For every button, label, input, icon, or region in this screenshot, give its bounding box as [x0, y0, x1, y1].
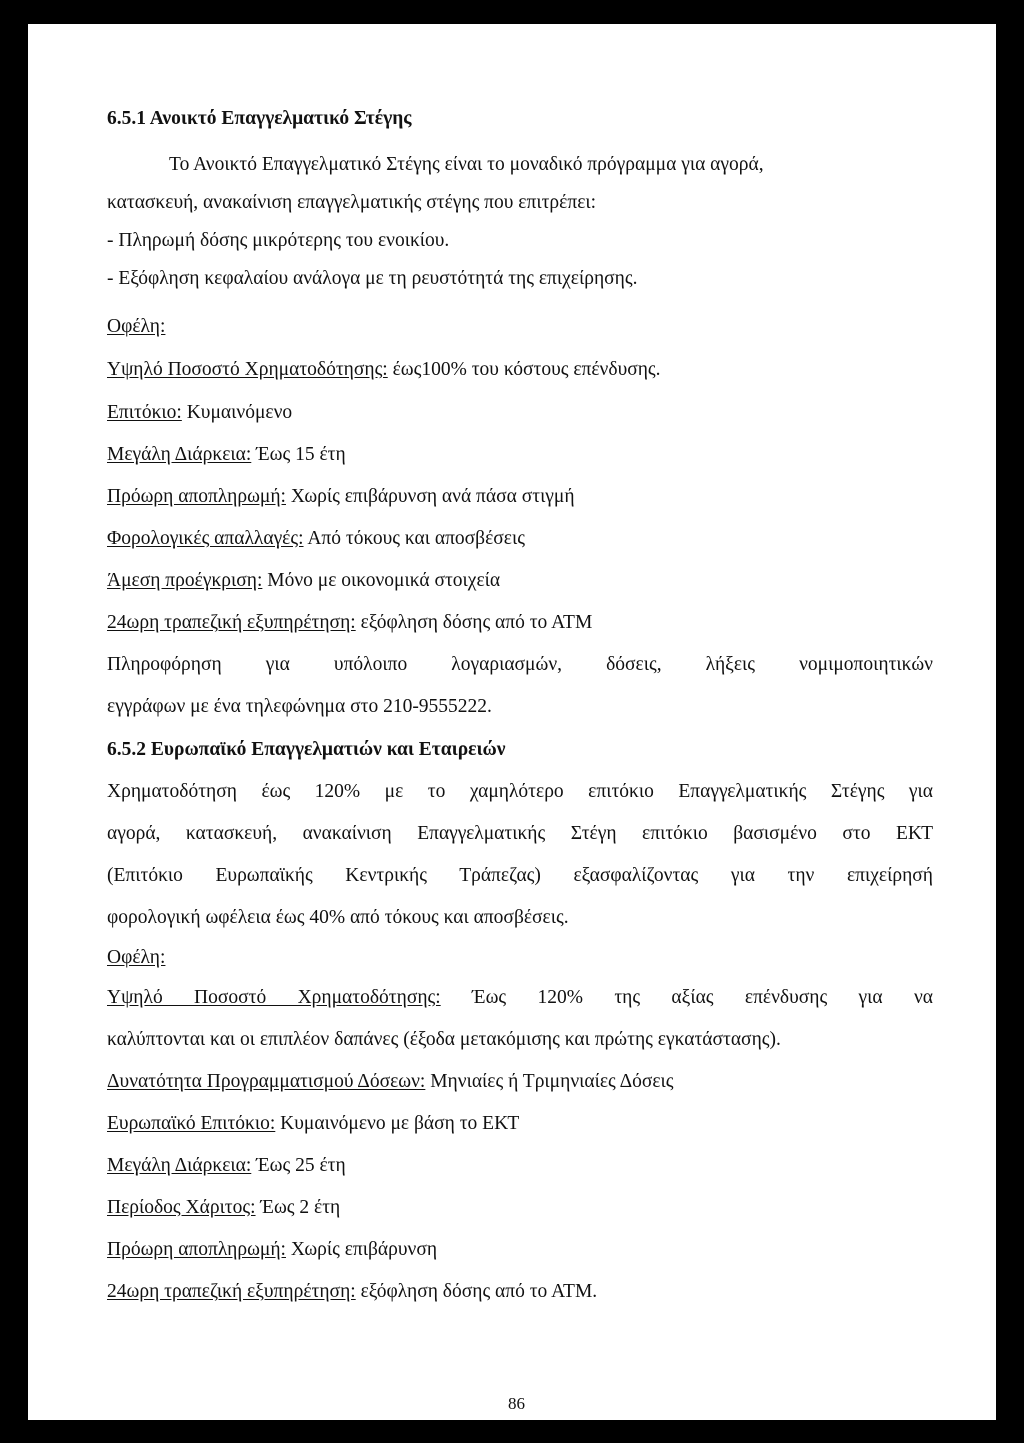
feature-value: Κυμαινόμενο	[186, 402, 293, 423]
info-line: εγγράφων με ένα τηλεφώνημα στο 210-9555222.	[107, 696, 492, 717]
intro-line: κατασκευή, ανακαίνιση επαγγελματικής στέγης που επιτρέπει:	[107, 192, 597, 213]
feature-row	[107, 358, 661, 381]
feature-row	[107, 443, 346, 466]
feature-label: Περίοδος Χάριτος:	[107, 1197, 256, 1218]
feature-row	[107, 1070, 674, 1093]
body-line: αγορά, κατασκευή, ανακαίνιση Επαγγελματικής Στέγη επιτόκιο βασισμένο στο ΕΚΤ	[107, 823, 933, 844]
feature-value: Από τόκους και αποσβέσεις	[307, 528, 525, 549]
bullet-item: - Εξόφληση κεφαλαίου ανάλογα με τη ρευστότητά της επιχείρησης.	[107, 268, 638, 289]
feature-row	[107, 611, 592, 634]
feature-label: Υψηλό Ποσοστό Χρηματοδότησης:	[107, 359, 388, 380]
feature-value: Έως 15 έτη	[256, 444, 346, 465]
intro-line: Το Ανοικτό Επαγγελματικό Στέγης είναι το μοναδικό πρόγραμμα για αγορά,	[169, 154, 764, 175]
feature-value: Χωρίς επιβάρυνση	[290, 1239, 438, 1260]
feature-label: Δυνατότητα Προγραμματισμού Δόσεων:	[107, 1071, 426, 1092]
feature-value: Κυμαινόμενο με βάση το ΕΚΤ	[280, 1113, 520, 1134]
section-heading: 6.5.1 Ανοικτό Επαγγελματικό Στέγης	[107, 108, 412, 129]
feature-label: Φορολογικές απαλλαγές:	[107, 528, 304, 549]
feature-row	[107, 1112, 519, 1135]
page-number: 86	[508, 1394, 525, 1413]
feature-row	[107, 986, 933, 1009]
feature-row	[107, 527, 525, 550]
feature-label: Υψηλό Ποσοστό Χρηματοδότησης:	[107, 987, 441, 1008]
feature-value: έως100% του κόστους επένδυσης.	[392, 359, 661, 380]
body-line: φορολογική ωφέλεια έως 40% από τόκους και αποσβέσεις.	[107, 907, 569, 928]
feature-label: 24ωρη τραπεζική εξυπηρέτηση:	[107, 612, 356, 633]
feature-row	[107, 1196, 340, 1219]
section-heading: 6.5.2 Ευρωπαϊκό Επαγγελματιών και Εταιρειών	[107, 739, 506, 760]
feature-row	[107, 1280, 597, 1303]
feature-row	[107, 485, 575, 508]
feature-row	[107, 569, 500, 592]
feature-continuation: καλύπτονται και οι επιπλέον δαπάνες (έξοδα μετακόμισης και πρώτης εγκατάστασης).	[107, 1029, 781, 1050]
feature-label: Μεγάλη Διάρκεια:	[107, 1155, 252, 1176]
feature-label: Μεγάλη Διάρκεια:	[107, 444, 252, 465]
benefits-label: Οφέλη:	[107, 316, 166, 337]
feature-value: Μόνο με οικονομικά στοιχεία	[267, 570, 501, 591]
feature-label: Επιτόκιο:	[107, 402, 182, 423]
feature-label: Άμεση προέγκριση:	[107, 570, 263, 591]
feature-row	[107, 1154, 346, 1177]
body-line: Χρηματοδότηση έως 120% με το χαμηλότερο επιτόκιο Επαγγελματικής Στέγης για	[107, 781, 933, 802]
body-line: (Επιτόκιο Ευρωπαϊκής Κεντρικής Τράπεζας) εξασφαλίζοντας για την επιχείρησή	[107, 865, 933, 886]
info-line: Πληροφόρηση για υπόλοιπο λογαριασμών, δόσεις, λήξεις νομιμοποιητικών	[107, 654, 933, 675]
feature-row	[107, 401, 292, 424]
feature-value: εξόφληση δόσης από το ΑΤΜ	[360, 612, 593, 633]
benefits-label: Οφέλη:	[107, 947, 166, 968]
feature-value: Έως 25 έτη	[256, 1155, 346, 1176]
feature-label: 24ωρη τραπεζική εξυπηρέτηση:	[107, 1281, 356, 1302]
feature-value: Χωρίς επιβάρυνση ανά πάσα στιγμή	[290, 486, 575, 507]
feature-row	[107, 1238, 437, 1261]
feature-value: Έως 2 έτη	[260, 1197, 341, 1218]
bullet-item: - Πληρωμή δόσης μικρότερης του ενοικίου.	[107, 230, 450, 251]
feature-value: εξόφληση δόσης από το ΑΤΜ.	[360, 1281, 598, 1302]
feature-label: Πρόωρη αποπληρωμή:	[107, 1239, 286, 1260]
feature-value: Έως 120% της αξίας επένδυσης για να	[472, 987, 934, 1008]
feature-label: Ευρωπαϊκό Επιτόκιο:	[107, 1113, 276, 1134]
feature-label: Πρόωρη αποπληρωμή:	[107, 486, 286, 507]
feature-value: Μηνιαίες ή Τριμηνιαίες Δόσεις	[430, 1071, 674, 1092]
document-page	[28, 24, 996, 1420]
